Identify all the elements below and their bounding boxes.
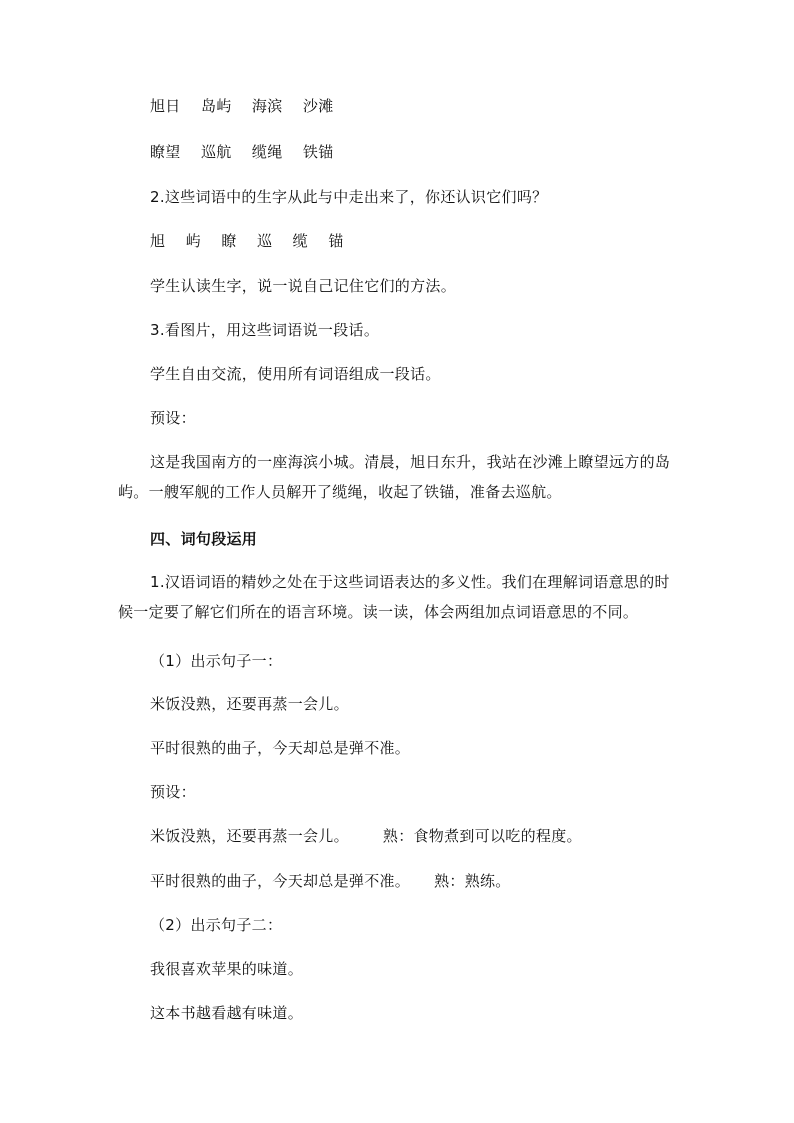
word-list-row-2: 瞭望 巡航 缆绳 铁锚 [150, 143, 334, 161]
word-list-row-1: 旭日 岛屿 海滨 沙滩 [150, 97, 334, 115]
sentence-1a: 米饭没熟，还要再蒸一会儿。 [150, 695, 349, 713]
explanation-1a [150, 826, 582, 846]
explanation-1b-meaning: 熟：熟练。 [434, 872, 511, 890]
sentence-2a: 我很喜欢苹果的味道。 [150, 960, 304, 978]
section-heading: 四、词句段运用 [150, 530, 258, 548]
show-sentence-2-label: （2）出示句子二： [150, 916, 283, 934]
explanation-1b [150, 871, 511, 891]
new-characters: 旭 屿 瞭 巡 缆 锚 [150, 232, 344, 250]
example-paragraph: 这是我国南方的一座海滨小城。清晨，旭日东升，我站在沙滩上瞭望远方的岛屿。一艘军舰的工作人员解开了缆绳，收起了铁锚，准备去巡航。 [118, 453, 671, 501]
student-reading-note: 学生认读生字，说一说自己记住它们的方法。 [150, 277, 457, 295]
preset-label: 预设： [150, 409, 196, 427]
explanation-1a-sentence: 米饭没熟，还要再蒸一会儿。 [150, 827, 349, 845]
sentence-2b: 这本书越看越有味道。 [150, 1004, 304, 1022]
student-discussion-note: 学生自由交流，使用所有词语组成一段话。 [150, 365, 441, 383]
show-sentence-1-label: （1）出示句子一： [150, 652, 283, 670]
preset-label-2: 预设： [150, 783, 196, 801]
explanation-1a-meaning: 熟：食物煮到可以吃的程度。 [382, 827, 582, 845]
instruction-paragraph: 1.汉语词语的精妙之处在于这些词语表达的多义性。我们在理解词语意思的时候一定要了解它们所在的语言环境。读一读，体会两组加点词语意思的不同。 [118, 573, 670, 621]
question-2: 2.这些词语中的生字从此与中走出来了，你还认识它们吗？ [150, 188, 548, 206]
question-3: 3.看图片，用这些词语说一段话。 [150, 321, 380, 339]
explanation-1b-sentence: 平时很熟的曲子，今天却总是弹不准。 [150, 872, 411, 890]
sentence-1b: 平时很熟的曲子，今天却总是弹不准。 [150, 739, 411, 757]
